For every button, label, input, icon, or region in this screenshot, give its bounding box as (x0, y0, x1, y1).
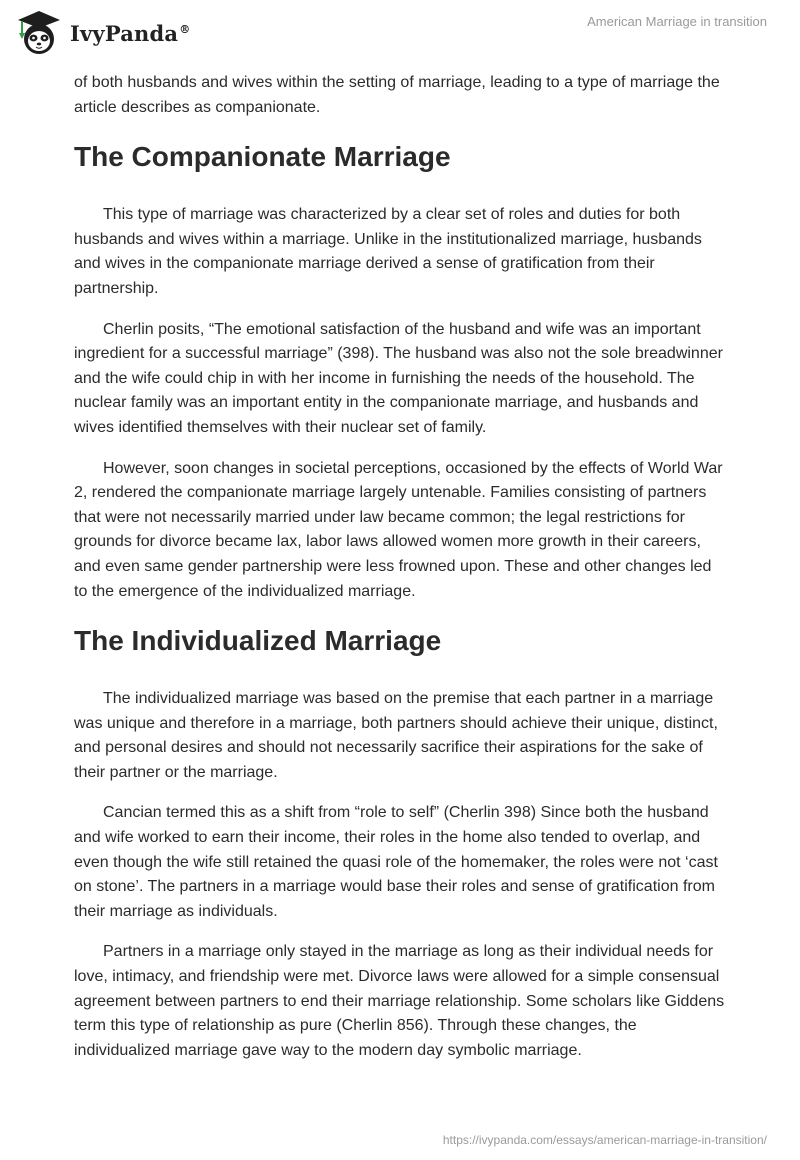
registered-mark: ® (179, 22, 191, 36)
document-title: American Marriage in transition (587, 14, 767, 29)
ivypanda-logo[interactable] (14, 8, 190, 58)
page-header (0, 0, 800, 72)
source-url[interactable]: https://ivypanda.com/essays/american-marriage-in-transition/ (442, 1133, 767, 1147)
section-heading-companionate: The Companionate Marriage (74, 141, 451, 173)
paragraph: The individualized marriage was based on the premise that each partner in a marriage was unique and therefore in a marriage, both partners should achieve their unique, distinct, and personal desires and should not necessarily sacrifice their aspirations for the sake of their partner or the marriage. (74, 690, 718, 781)
section-heading-individualized: The Individualized Marriage (74, 625, 442, 657)
paragraph: Cherlin posits, “The emotional satisfaction of the husband and wife was an important ingredient for a successful marriage” (398). The husband was also not the sole breadwinner and the wife could chip in with her income in furnishing the needs of the household. The nuclear family was an important entity in the companionate marriage, and husbands and wives identified themselves with their nuclear set of family. (74, 320, 723, 436)
intro-paragraph: of both husbands and wives within the setting of marriage, leading to a type of marriage the article describes as companionate. (74, 74, 720, 116)
essay-body (74, 71, 726, 1079)
paragraph: Partners in a marriage only stayed in the marriage as long as their individual needs for love, intimacy, and friendship were met. Divorce laws were allowed for a simple consensual agreement between partners to end their marriage relationship. Some scholars like Giddens term this type of relationship as pure (Cherlin 856). Through these changes, the individualized marriage gave way to the modern day symbolic marriage. (74, 943, 725, 1059)
paragraph: Cancian termed this as a shift from “role to self” (Cherlin 398) Since both the husband and wife worked to earn their income, their roles in the home also tended to overlap, and even though the wife still retained the quasi role of the homemaker, the roles were not ‘cast on stone’. The partners in a marriage would base their roles and sense of gratification from their marriage as individuals. (74, 804, 718, 920)
panda-graduate-icon (14, 8, 64, 58)
paragraph: However, soon changes in societal perceptions, occasioned by the effects of World War 2, rendered the companionate marriage largely untenable. Families consisting of partners that were not necessarily married under law became common; the legal restrictions for grounds for divorce became lax, labor laws allowed women more growth in their careers, and even same gender partnership were less frowned upon. These and other changes led to the emergence of the individualized marriage. (74, 459, 723, 600)
paragraph: This type of marriage was characterized by a clear set of roles and duties for both husbands and wives within a marriage. Unlike in the institutionalized marriage, husbands and wives in the companionate marriage derived a sense of gratification from their partnership. (74, 206, 702, 297)
brand-name: IvyPanda® (70, 20, 191, 46)
